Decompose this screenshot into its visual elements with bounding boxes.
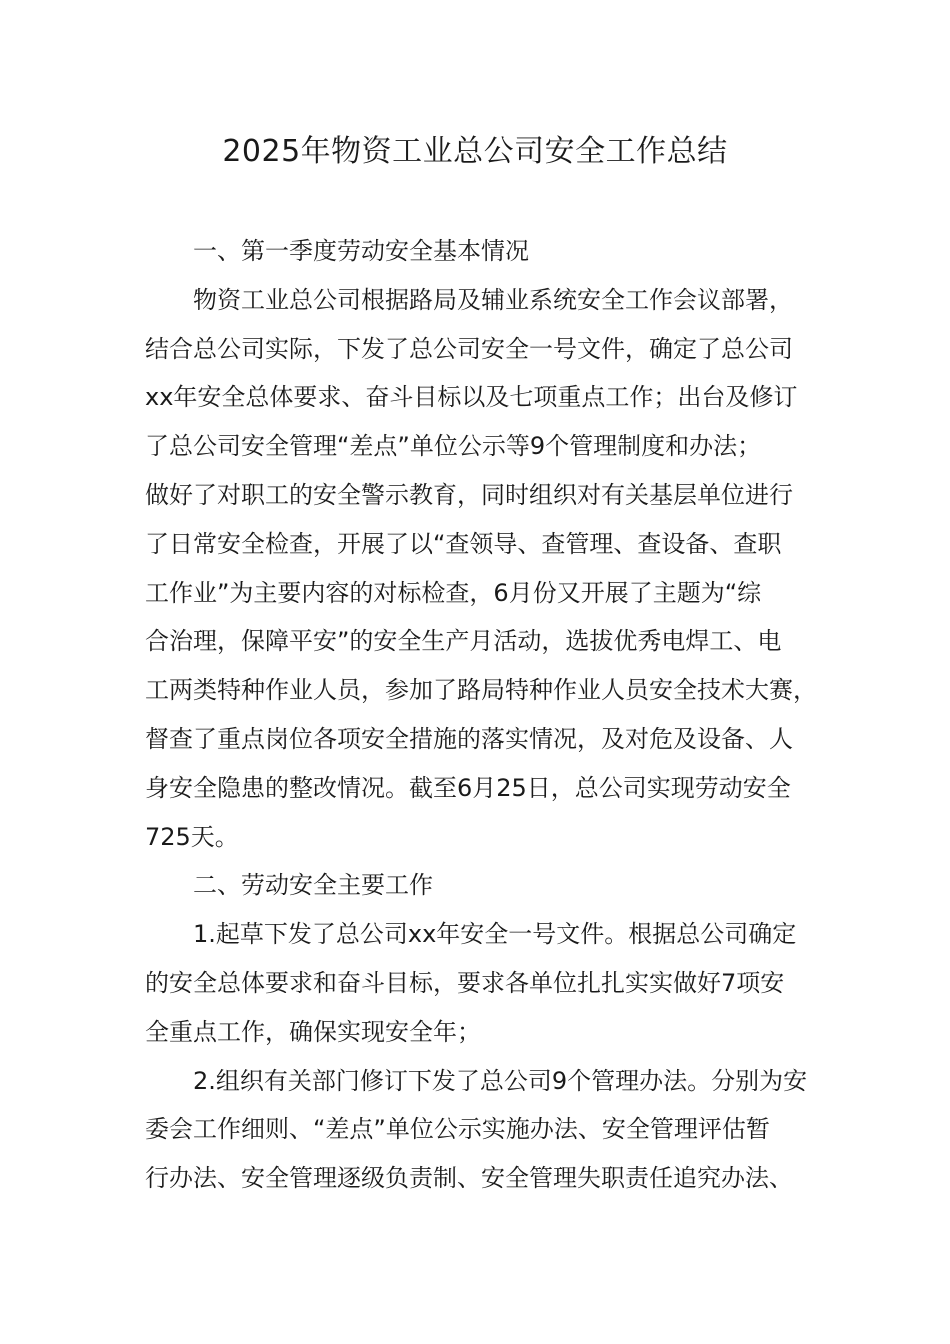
- paragraph-line: 物资工业总公司根据路局及辅业系统安全工作会议部署，: [193, 285, 793, 314]
- paragraph-line: 了总公司安全管理“差点”单位公示等9个管理制度和办法；: [145, 432, 762, 461]
- paragraph-line: 做好了对职工的安全警示教育，同时组织对有关基层单位进行: [145, 480, 793, 509]
- list-item-2-line: 委会工作细则、“差点”单位公示实施办法、安全管理评估暂: [145, 1115, 770, 1144]
- document-title: 2025年物资工业总公司安全工作总结: [222, 134, 728, 169]
- paragraph-line: 725天。: [145, 822, 239, 851]
- list-item-1-line: 全重点工作，确保实现安全年；: [145, 1017, 481, 1046]
- document-body: [145, 227, 825, 1203]
- paragraph-line: 结合总公司实际，下发了总公司安全一号文件，确定了总公司: [145, 334, 793, 363]
- paragraph-line: 身安全隐患的整改情况。截至6月25日，总公司实现劳动安全: [145, 773, 791, 802]
- list-item-2-line: 行办法、安全管理逐级负责制、安全管理失职责任追究办法、: [145, 1164, 793, 1193]
- paragraph-line: 督查了重点岗位各项安全措施的落实情况，及对危及设备、人: [145, 724, 793, 753]
- section-heading-1: 一、第一季度劳动安全基本情况: [193, 237, 529, 265]
- paragraph-line: 了日常安全检查，开展了以“查领导、查管理、查设备、查职: [145, 529, 782, 558]
- paragraph-line: 工作业”为主要内容的对标检查，6月份又开展了主题为“综: [145, 578, 762, 607]
- list-item-1-line: 的安全总体要求和奋斗目标，要求各单位扎扎实实做好7项安: [145, 968, 785, 997]
- section-heading-2: 二、劳动安全主要工作: [193, 871, 433, 900]
- paragraph-line: 工两类特种作业人员，参加了路局特种作业人员安全技术大赛，: [145, 676, 817, 705]
- list-item-2-line: 2.组织有关部门修订下发了总公司9个管理办法。分别为安: [193, 1066, 808, 1095]
- paragraph-line: 合治理，保障平安”的安全生产月活动，选拔优秀电焊工、电: [145, 627, 782, 656]
- list-item-1-line: 1.起草下发了总公司xx年安全一号文件。根据总公司确定: [193, 920, 797, 949]
- paragraph-line: xx年安全总体要求、奋斗目标以及七项重点工作；出台及修订: [145, 383, 798, 412]
